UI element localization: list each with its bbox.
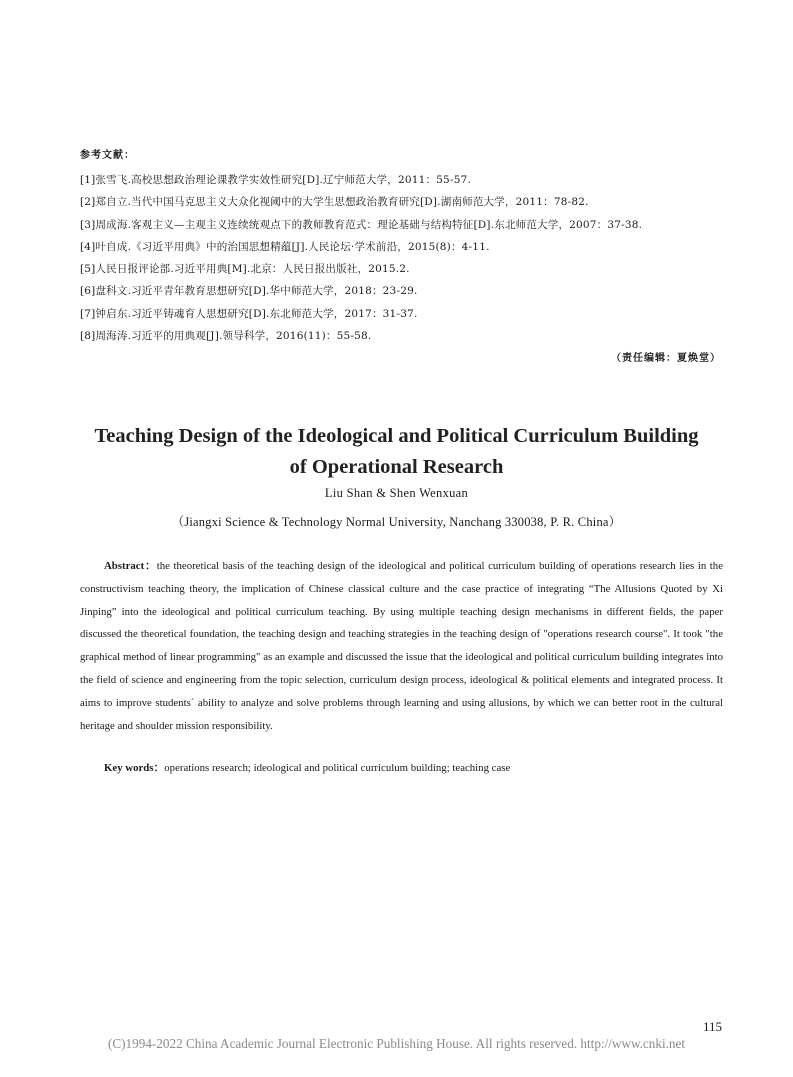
abstract — [80, 555, 723, 737]
affiliation: （Jiangxi Science & Technology Normal University, Nanchang 330038, P. R. China） — [171, 515, 622, 529]
reference-item-2: [2]郑自立.当代中国马克思主义大众化视阈中的大学生思想政治教育研究[D].湖南师范大学，2011：78-82. — [80, 196, 589, 209]
copyright-footer: (C)1994-2022 China Academic Journal Electronic Publishing House. All rights reserved. http://www.cnki.net — [107, 1036, 686, 1051]
keywords-label: Key words： — [104, 762, 165, 774]
abstract-label: Abstract： — [104, 560, 157, 572]
reference-item-6: [6]盘科文.习近平青年教育思想研究[D].华中师范大学，2018：23-29. — [80, 285, 418, 298]
reference-item-7: [7]钟启东.习近平铸魂育人思想研究[D].东北师范大学，2017：31-37. — [80, 307, 418, 320]
title-line-1: Teaching Design of the Ideological and Political Curriculum Building — [94, 425, 699, 447]
keywords — [104, 760, 510, 775]
keywords-text: operations research; ideological and political curriculum building; teaching case — [164, 762, 511, 774]
abstract-text: the theoretical basis of the teaching design of the ideological and political curriculum building of operations research lies in the constructivism teaching theory, the implication of Chinese classical culture and the case practice of integrating “The Allusions Quoted by Xi Jinping” into the ideological and political curriculum teaching. By using multiple teaching design mechanisms in different fields, the paper discussed the theoretical foundation, the teaching design and teaching strategies in the teaching design of "operations research course". It took "the graphical method of linear programming" as an example and discussed the issue that the ideological and political curriculum building integrates into the field of science and engineering from the topic selection, curriculum design process, ideological & political elements and integrated process. It aims to improve students´ ability to analyze and solve problems through learning and using allusions, by which we can better root in the cultural heritage and shoulder mission responsibility. — [80, 560, 723, 732]
references-heading: 参考文献： — [80, 150, 135, 161]
reference-item-3: [3]周成海.客观主义—主观主义连续统观点下的教师教育范式：理论基础与结构特征[D].东北师范大学，2007：37-38. — [80, 218, 643, 231]
page-number: 115 — [702, 1019, 722, 1034]
authors: Liu Shan & Shen Wenxuan — [324, 486, 469, 500]
title-line-2: of Operational Research — [289, 456, 504, 478]
reference-item-1: [1]张雪飞.高校思想政治理论课教学实效性研究[D].辽宁师范大学，2011：55-57. — [80, 174, 471, 186]
paper-title — [40, 421, 753, 483]
responsible-editor: （责任编辑：夏焕堂） — [611, 353, 721, 364]
reference-item-4: [4]叶自成.《习近平用典》中的治国思想精蕴[J].人民论坛·学术前沿，2015(8)：4-11. — [80, 240, 490, 253]
reference-item-8: [8]周海涛.习近平的用典观[J].领导科学，2016(11)：55-58. — [80, 330, 372, 343]
reference-item-5: [5]人民日报评论部.习近平用典[M].北京：人民日报出版社，2015.2. — [80, 263, 410, 276]
references-section — [80, 146, 722, 347]
